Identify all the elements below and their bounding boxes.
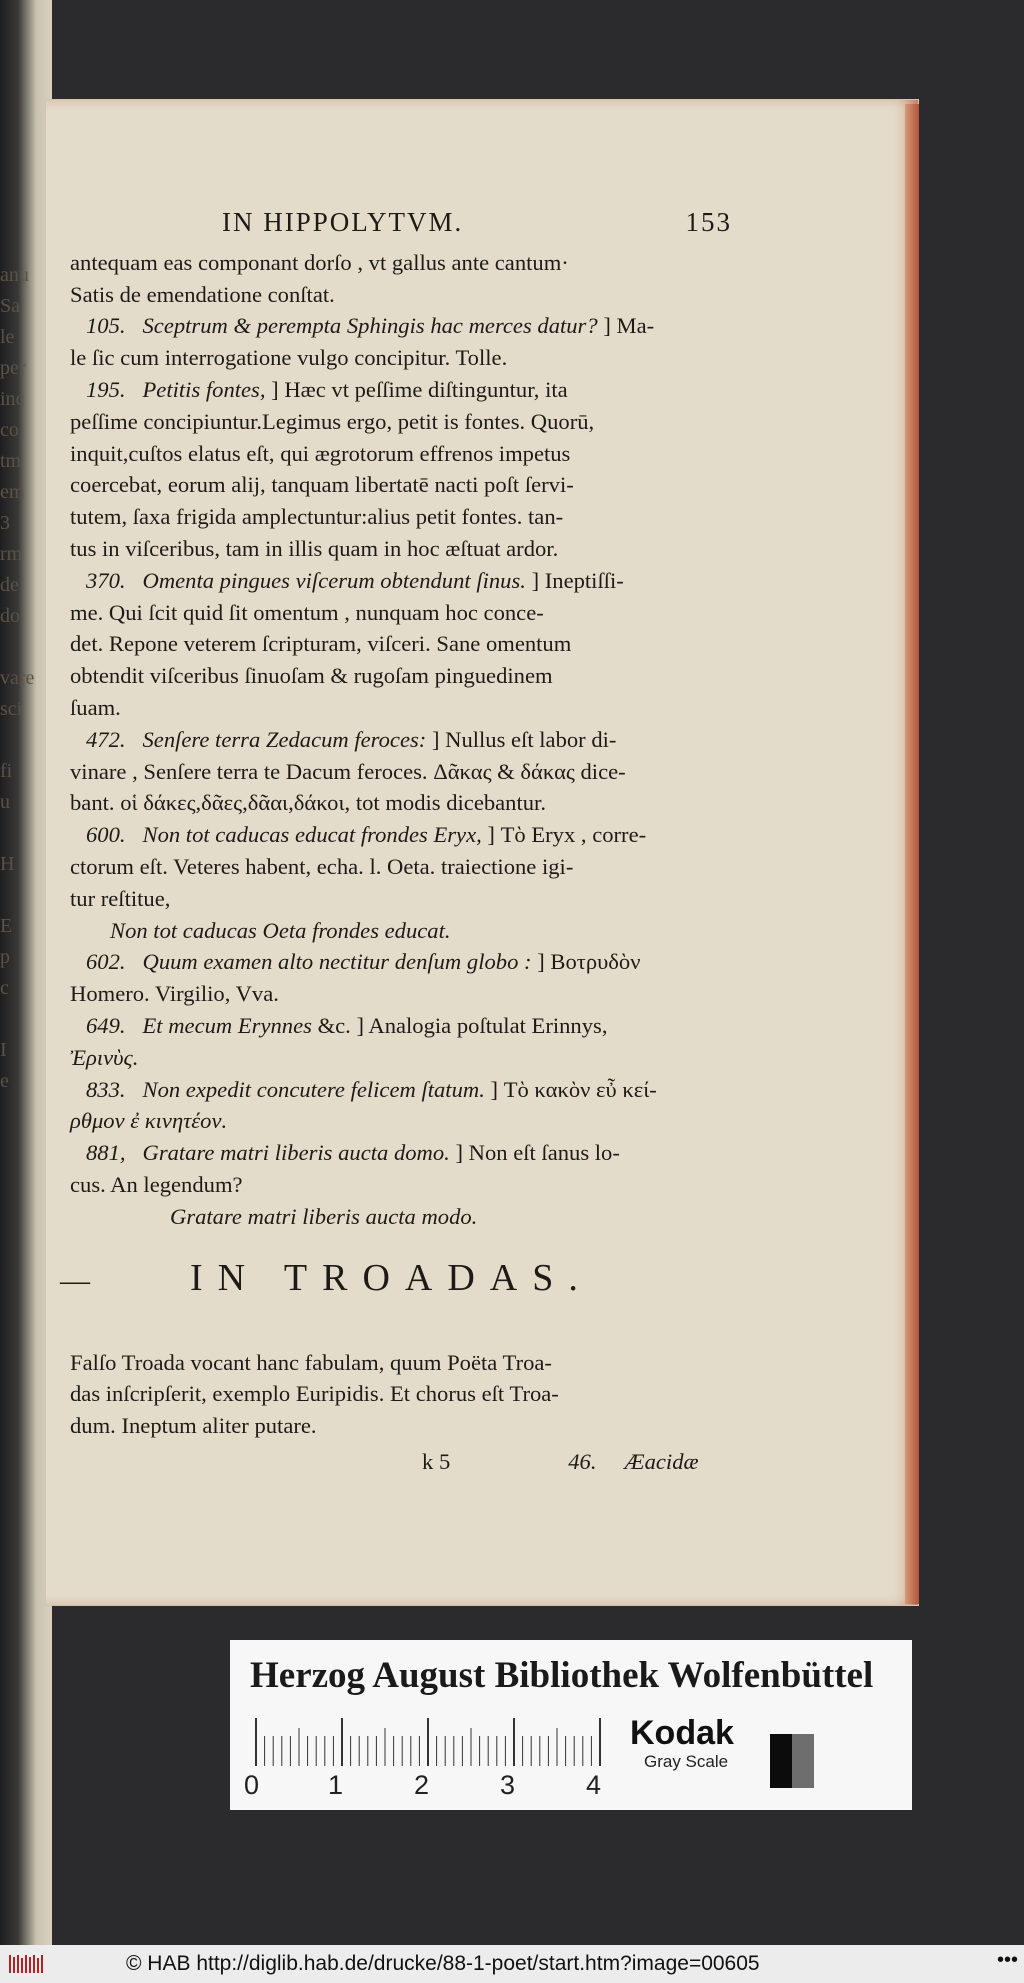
more-icon[interactable]: •••	[996, 1949, 1018, 1971]
fragment-text	[0, 818, 36, 849]
fragment-text: vare	[0, 667, 35, 689]
note-649: 649. Et mecum Erynnes &c. ] Analogia poſtulat Erinnys,	[86, 1012, 608, 1038]
note-600: 600. Non tot caducas educat frondes Eryx, ] Τὸ Eryx , corre-	[86, 822, 647, 848]
fragment-text	[0, 725, 36, 756]
fragment-text: inc	[0, 388, 25, 410]
fragment-text: I	[0, 1039, 7, 1061]
kodak-logo: Kodak	[630, 1714, 734, 1752]
text-line: Falſo Troada vocant hanc fabulam, quum Poëta Troa-	[70, 1349, 552, 1375]
page-edge	[905, 104, 919, 1604]
fragment-text: rm	[0, 543, 23, 565]
text-line: tutem, ſaxa frigida amplectuntur:alius petit fontes. tan-	[70, 504, 564, 530]
fragment-text: fi	[0, 760, 13, 782]
section-dash: —	[60, 1263, 90, 1297]
note-472: 472. Senſere terra Zedacum feroces: ] Nullus eſt labor di-	[86, 726, 617, 752]
text-line: Satis de emendatione conſtat.	[70, 281, 335, 307]
fragment-text: co	[0, 419, 19, 441]
fragment-text: le	[0, 326, 15, 348]
text-line: me. Qui ſcit quid ſit omentum , nunquam hoc conce-	[70, 599, 544, 625]
fragment-text: E	[0, 915, 13, 937]
text-line: ctorum eſt. Veteres habent, echa. l. Oeta. traiectione igi-	[70, 853, 574, 879]
page-number: 153	[685, 207, 732, 237]
text-line: le ſic cum interrogatione vulgo concipitur. Tolle.	[70, 345, 508, 371]
catchword: Æacidæ	[624, 1448, 699, 1474]
ruler-number: 0	[244, 1770, 260, 1800]
ruler-number: 3	[500, 1770, 516, 1800]
ruler-number: 1	[328, 1770, 344, 1800]
fragment-text: per	[0, 357, 26, 379]
library-name: Herzog August Bibliothek Wolfenbüttel	[250, 1655, 874, 1696]
quote-line: Gratare matri liberis aucta modo.	[170, 1203, 478, 1229]
fragment-text	[0, 1004, 36, 1035]
catchword-number: 46.	[568, 1448, 597, 1474]
text-line: peſſime concipiuntur.Legimus ergo, petit is fontes. Quorū,	[70, 408, 595, 434]
ruler-number: 4	[586, 1770, 602, 1800]
page-text	[60, 207, 736, 1478]
fragment-text: anu	[0, 264, 29, 286]
gray-scale-card	[230, 1640, 912, 1810]
text-line: coercebat, eorum alij, tanquam libertatē nacti poſt ſervi-	[70, 472, 574, 498]
header-title: IN HIPPOLYTVM.	[222, 207, 464, 237]
note-195: 195. Petitis fontes, ] Hæc vt peſſime diſtinguntur, ita	[86, 376, 568, 402]
text-line: Ἐρινὺς.	[70, 1044, 139, 1070]
text-line: det. Repone veterem ſcripturam, viſceri. Sane omentum	[70, 631, 572, 657]
ruler-numbers	[244, 1770, 644, 1800]
note-105: 105. Sceptrum & perempta Sphingis hac merces datur? ] Ma-	[86, 313, 655, 339]
signature-mark: k 5	[422, 1448, 451, 1474]
fragment-text: Sa	[0, 295, 20, 317]
note-370: 370. Omenta pingues viſcerum obtendunt ſinus. ] Ineptiſſi-	[86, 567, 624, 593]
text-line: antequam eas componant dorſo , vt gallus ante cantum·	[70, 249, 569, 275]
text-line: tus in viſceribus, tam in illis quam in hoc æſtuat ardor.	[70, 535, 559, 561]
fragment-text: tm	[0, 450, 22, 472]
section-heading	[60, 1256, 736, 1313]
fragment-text: p	[0, 946, 10, 968]
quote-line: Non tot caducas Oeta frondes educat.	[110, 917, 451, 943]
fragment-text: do	[0, 605, 20, 627]
fragment-text: em	[0, 481, 25, 503]
text-line: das inſcripſerit, exemplo Euripidis. Et chorus eſt Troa-	[70, 1381, 559, 1407]
text-line: vinare , Senſere terra te Dacum feroces. Δᾶκας & δάκας dice-	[70, 758, 626, 784]
text-line: ſuam.	[70, 694, 121, 720]
fragment-text: c	[0, 977, 9, 999]
note-833: 833. Non expedit concutere felicem ſtatum. ] Τὸ κακὸν εὖ κεί-	[86, 1076, 657, 1102]
ruler-number: 2	[414, 1770, 430, 1800]
text-line: cus. An legendum?	[70, 1171, 243, 1197]
fragment-text: 3	[0, 512, 10, 534]
section-title: IN TROADAS.	[190, 1256, 593, 1299]
note-602: 602. Quum examen alto nectitur denſum globo : ] Βοτρυδὸν	[86, 949, 641, 975]
fragment-text	[0, 632, 36, 663]
hab-logo-icon	[8, 1953, 48, 1975]
fragment-text: sci	[0, 698, 23, 720]
text-line: Homero. Virgilio, Vva.	[70, 981, 279, 1007]
fragment-text: H	[0, 853, 15, 875]
text-line: inquit,cuſtos elatus eſt, qui ægrotorum effrenos impetus	[70, 440, 571, 466]
page-footer-marks	[70, 1446, 736, 1478]
gray-scale-label: Gray Scale	[644, 1752, 729, 1771]
note-881: 881, Gratare matri liberis aucta domo. ] Non eſt ſanus lo-	[86, 1140, 620, 1166]
viewer-footer	[0, 1945, 1024, 1983]
adjacent-page-fragments	[0, 260, 36, 1097]
running-header	[70, 207, 736, 239]
text-line: bant. οἱ δάκες,δᾶες,δᾶαι,δάκοι, tot modis dicebantur.	[70, 790, 546, 816]
text-line: tur reſtitue,	[70, 885, 171, 911]
text-line: obtendit viſceribus ſinuoſam & rugoſam pinguedinem	[70, 663, 553, 689]
text-line: ρθμον ἐ κινητέον.	[70, 1108, 228, 1134]
fragment-text: u	[0, 791, 10, 813]
copyright-url[interactable]: © HAB http://diglib.hab.de/drucke/88-1-poet/start.htm?image=00605	[126, 1952, 760, 1975]
fragment-text	[0, 880, 36, 911]
text-line: dum. Ineptum aliter putare.	[70, 1413, 317, 1439]
fragment-text: de	[0, 574, 19, 596]
ruler-ticks	[254, 1718, 606, 1766]
fragment-text: e	[0, 1070, 9, 1092]
gray-swatch	[770, 1734, 814, 1788]
